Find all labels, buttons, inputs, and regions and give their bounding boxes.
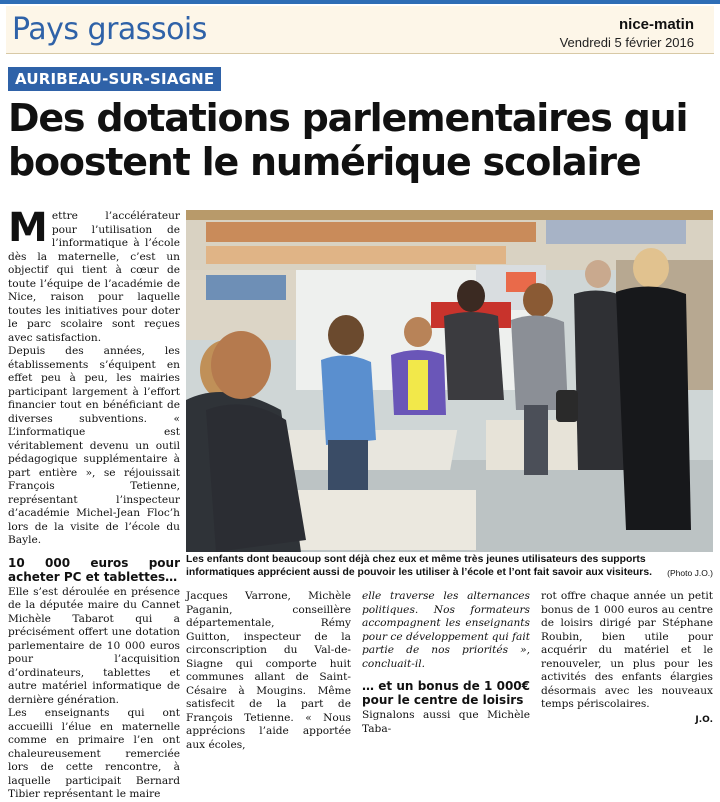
masthead — [6, 6, 714, 54]
photo-caption — [186, 554, 713, 579]
subheading: … et un bonus de 1 000€ pour le centre de loisirs — [362, 679, 530, 707]
subheading: 10 000 euros pour acheter PC et tablettes… — [8, 555, 180, 584]
paragraph: Elle s’est déroulée en présence de la députée maire du Cannet Michèle Tabarot qui a précisément offert une dotation parlementaire de 10 000 euros pour l’acquisition d’ordinateurs, tablettes et autre matériel informatique de dernière génération. — [8, 585, 180, 706]
article-column-4 — [541, 590, 713, 727]
paragraph: Signalons aussi que Michèle Taba- — [362, 709, 530, 735]
location-kicker: AURIBEAU-SUR-SIAGNE — [8, 67, 221, 91]
paper-info — [560, 16, 694, 50]
section-title: Pays grassois — [12, 12, 207, 47]
top-color-rule — [0, 0, 720, 4]
photo-credit: (Photo J.O.) — [667, 567, 713, 578]
paragraph: rot offre chaque année un petit bonus de 1 000 euros au centre de loisirs dirigé par Stéphane Roubin, bien utile pour acquérir du matériel et le renouveler, un plus pour les activités des enfants élargies désormais avec les nouveaux temps périscolaires. — [541, 590, 713, 710]
paragraph: elle traverse les alternances politiques. Nos formateurs accompagnent les enseignants pour ce développement qui fait partie de nos priorités », concluait-il. — [362, 590, 530, 670]
caption-text: Les enfants dont beaucoup sont déjà chez eux et même très jeunes utilisateurs des supports informatiques apprécient aussi de pouvoir les utiliser à l’école et l’ont fait savoir aux visiteurs. — [186, 554, 652, 578]
drop-cap: M — [8, 205, 48, 251]
classroom-photo — [186, 210, 713, 552]
paragraph: Les enseignants qui ont accueilli l’élue en maternelle comme en primaire l’en ont chaleureusement remerciée lors de cette rencontre, à laquelle participait Bernard Tibier représentant le maire — [8, 707, 180, 800]
publication-date: Vendredi 5 février 2016 — [559, 35, 694, 50]
paragraph: Depuis des années, les établissements s’équipent en effet peu à peu, les mairies participant largement à l’effort financier tout en bénéficiant de diverses subventions. « L’informatique est véritablement devenu un outil pédagogique supplémentaire à part entière », se réjouissait François Tetienne, représentant l’inspecteur d’académie Michel-Jean Floc’h lors de la visite de l’école du Bayle. — [8, 345, 180, 546]
intro-paragraph: ettre l’accélérateur pour l’utilisation de l’informatique à l’école dès la maternelle, c’est un objectif qui tient à cœur de toute l’équipe de l’académie de Nice, raison pour laquelle toutes les initiatives pour doter le parc scolaire sont reçues avec satisfaction. — [8, 210, 180, 344]
author-signature: J.O. — [695, 714, 713, 725]
headline: Des dotations parlementaires qui boostent le numérique scolaire — [8, 96, 688, 184]
article-column-3 — [362, 590, 530, 736]
paper-name: nice-matin — [618, 16, 694, 33]
article-column-2 — [186, 590, 351, 752]
classroom-photo-illustration — [186, 210, 713, 552]
paragraph: Jacques Varrone, Michèle Paganin, conseillère départementale, Rémy Guitton, inspecteur de la circonscription du Val-de-Siagne qui comporte huit communes allant de Saint-Césaire à Mougins. Même satisfecit de la part de François Tetienne. « Nous apprécions l’aide apportée aux écoles, — [186, 590, 351, 751]
